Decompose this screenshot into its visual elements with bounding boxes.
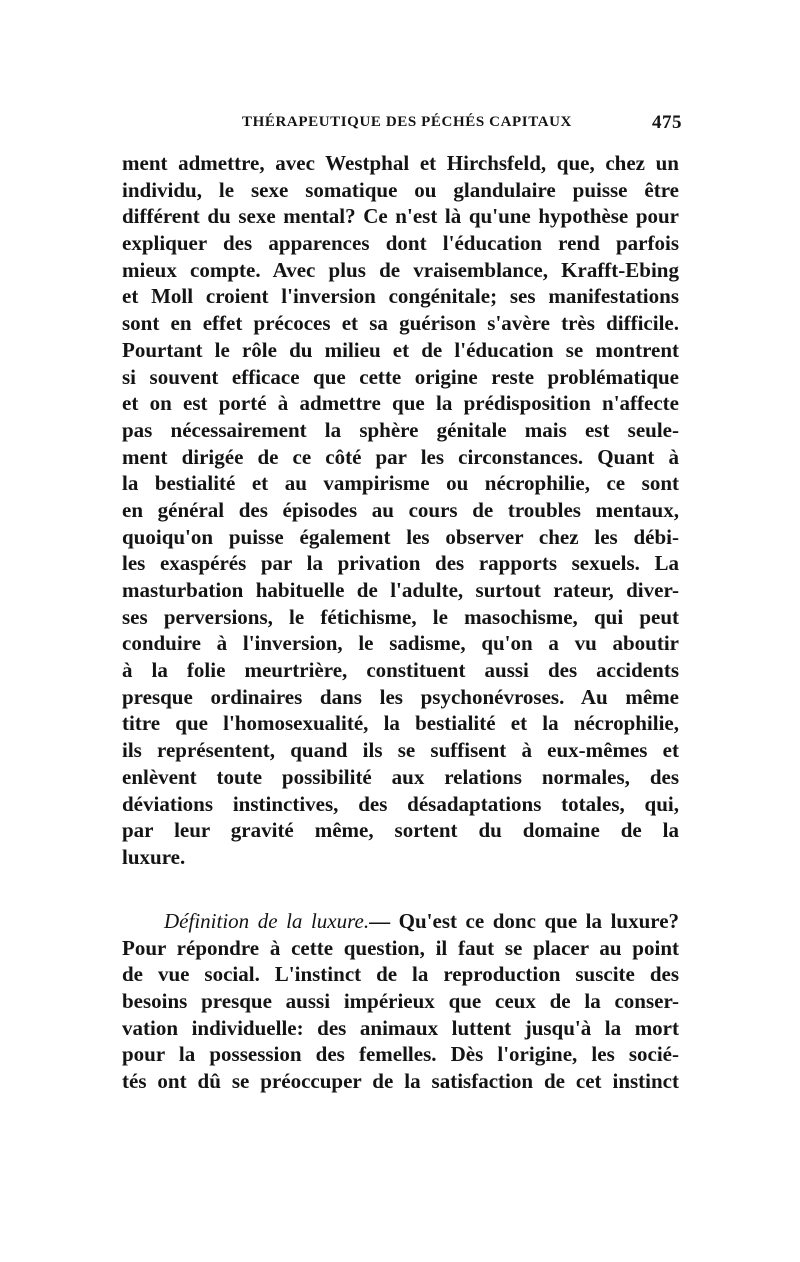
text-line: Pourtant le rôle du milieu et de l'éducation se montrent — [122, 337, 679, 362]
text-line: déviations instinctives, des désadaptations totales, qui, — [122, 791, 679, 816]
text-line: expliquer des apparences dont l'éducation rend parfois — [122, 231, 679, 256]
text-line: la bestialité et au vampirisme ou nécrophilie, ce sont — [122, 471, 679, 496]
text-line: enlèvent toute possibilité aux relations normales, des — [122, 764, 679, 789]
section-heading: Définition de la luxure. — [164, 909, 370, 933]
text-line: individu, le sexe somatique ou glandulaire puisse être — [122, 177, 679, 202]
text-line: besoins presque aussi impérieux que ceux de la conser- — [122, 989, 679, 1014]
text-line: ment dirigée de ce côté par les circonstances. Quant à — [122, 444, 679, 469]
text-line: mieux compte. Avec plus de vraisemblance, Krafft-Ebing — [122, 257, 679, 282]
page-header — [120, 114, 682, 138]
text-line: conduire à l'inversion, le sadisme, qu'on a vu aboutir — [122, 631, 679, 656]
text-line: par leur gravité même, sortent du domaine de la — [122, 818, 679, 843]
text-line: en général des épisodes au cours de troubles mentaux, — [122, 497, 679, 522]
text-line: sont en effet précoces et sa guérison s'avère très difficile. — [122, 311, 679, 336]
text-line: pas nécessairement la sphère génitale mais est seule- — [122, 417, 679, 442]
text-line: tés ont dû se préoccuper de la satisfaction de cet instinct — [122, 1069, 679, 1094]
text-line: titre que l'homosexualité, la bestialité et la nécrophilie, — [122, 711, 679, 736]
text-line: vation individuelle: des animaux luttent jusqu'à la mort — [122, 1015, 679, 1040]
text-line: luxure. — [122, 844, 186, 869]
page-number: 475 — [652, 112, 682, 133]
text-line: et on est porté à admettre que la prédisposition n'affecte — [122, 391, 679, 416]
paragraph-1 — [122, 150, 679, 871]
text-line: si souvent efficace que cette origine reste problématique — [122, 364, 679, 389]
text-line: presque ordinaires dans les psychonévroses. Au même — [122, 684, 679, 709]
text-line: Pour répondre à cette question, il faut se placer au point — [122, 935, 679, 960]
running-title: THÉRAPEUTIQUE DES PÉCHÉS CAPITAUX — [242, 114, 572, 130]
paragraph-2-first-line — [122, 908, 679, 935]
paragraph-2 — [122, 908, 679, 1095]
text-line: pour la possession des femelles. Dès l'origine, les socié- — [122, 1042, 679, 1067]
text-line: quoiqu'on puisse également les observer chez les débi- — [122, 524, 679, 549]
text-line: de vue social. L'instinct de la reproduction suscite des — [122, 962, 679, 987]
text-line: ses perversions, le fétichisme, le masochisme, qui peut — [122, 604, 679, 629]
text-line: ils représentent, quand ils se suffisent à eux-mêmes et — [122, 738, 679, 763]
text-line: les exaspérés par la privation des rapports sexuels. La — [122, 551, 679, 576]
text-line: à la folie meurtrière, constituent aussi des accidents — [122, 658, 679, 683]
text-line: différent du sexe mental? Ce n'est là qu'une hypothèse pour — [122, 204, 679, 229]
text-line: ment admettre, avec Westphal et Hirchsfeld, que, chez un — [122, 151, 679, 175]
text-line: et Moll croient l'inversion congénitale; ses manifestations — [122, 284, 679, 309]
first-line-rest: Qu'est ce donc que la luxure? — [398, 909, 679, 933]
text-line: masturbation habituelle de l'adulte, surtout rateur, diver- — [122, 578, 679, 602]
heading-separator: — — [369, 909, 399, 933]
